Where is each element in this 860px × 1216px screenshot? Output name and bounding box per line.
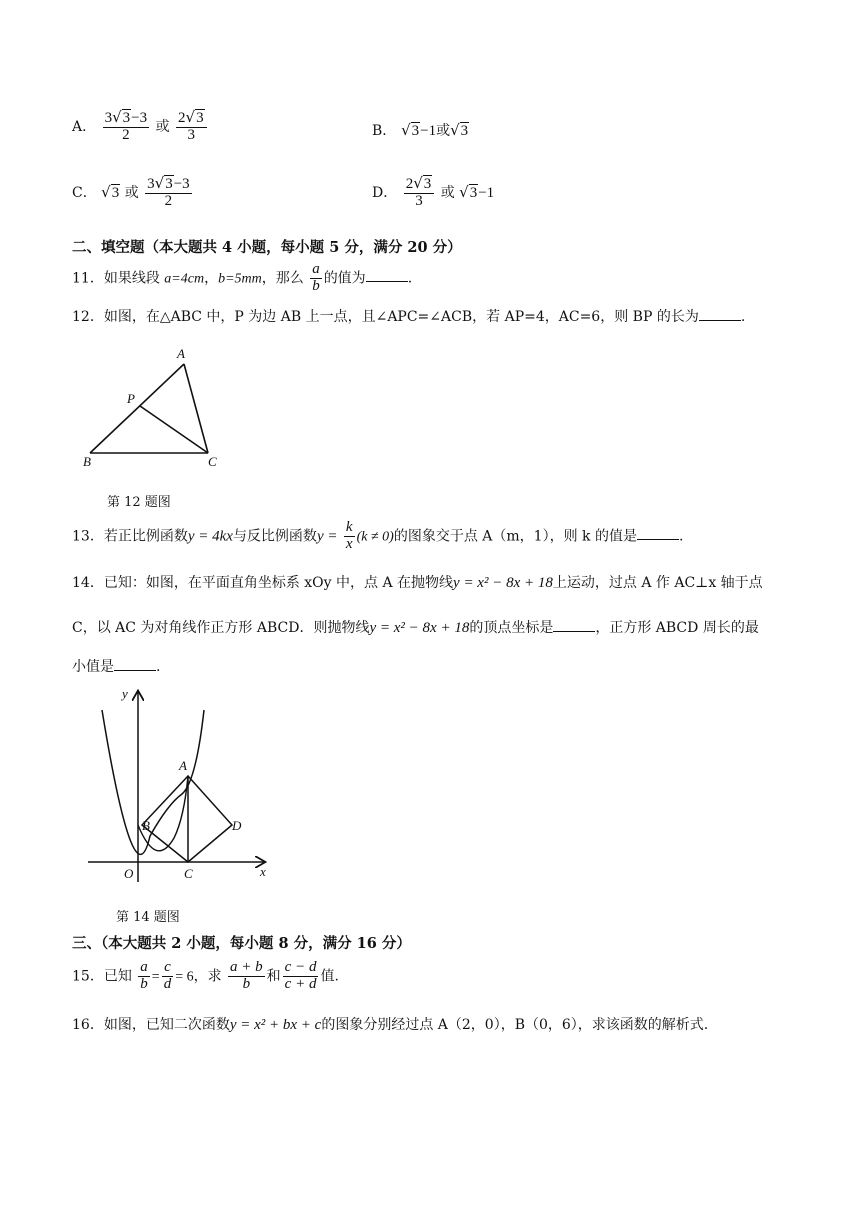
option-b: B． √3−1或√3: [372, 121, 469, 139]
label-y: y: [122, 686, 128, 701]
label-p: P: [127, 391, 135, 406]
section-3-heading: 三、（本大题共 2 小题，每小题 8 分，满分 16 分）: [72, 935, 411, 952]
option-a-fraction-2: $\frac{2√3}{3}$: [176, 110, 207, 144]
option-a: A． $\frac{3√3-3}{2}$ 或 $\frac{2√3}{3}$: [72, 110, 209, 144]
option-c-fraction: $\frac{3√3-3}{2}$: [147, 174, 190, 209]
option-letter: A．: [72, 118, 97, 135]
section-2-heading: 二、填空题（本大题共 4 小题，每小题 5 分，满分 20 分）: [72, 239, 462, 256]
option-d-fraction: $\frac{2√3}{3}$: [404, 176, 435, 210]
figure-12-caption: 第 12 题图: [107, 495, 171, 510]
label-d: D: [232, 818, 242, 833]
label-c: C: [184, 866, 193, 881]
option-a-fraction-1: $\frac{3√3-3}{2}$: [104, 108, 148, 143]
question-12: 12．如图，在△ABC 中，P 为边 AB 上一点，且∠APC=∠ACB，若 AP=4，AC=6，则 BP 的长为 .: [72, 309, 746, 325]
question-15: 15．已知 $\frac{a}{b}$ = $\frac{c}{d}$ = 6，求 $\frac{a + b}{b}$ 和 $\frac{c - d}{c + d}$ 值.: [72, 959, 339, 992]
question-14-line-3: 小值是 .: [72, 659, 161, 675]
question-11: 11．如果线段 a=4cm，b=5mm，那么 $\frac{a}{b}$ 的值为 .: [72, 261, 413, 294]
label-x: x: [260, 864, 266, 879]
option-c: C． √3 或 $\frac{3√3-3}{2}$: [72, 174, 190, 209]
label-b: B: [142, 818, 150, 833]
answer-blank[interactable]: [637, 527, 679, 540]
label-a: A: [177, 346, 185, 361]
question-14-line-1: 14．已知：如图，在平面直角坐标系 xOy 中，点 A 在抛物线y = x² − 8x + 18上运动，过点 A 作 AC⊥x 轴于点: [72, 575, 763, 591]
figure-14-caption: 第 14 题图: [116, 910, 180, 925]
answer-blank[interactable]: [366, 269, 408, 282]
segment-ab: [90, 364, 184, 453]
question-13: 13．若正比例函数y = 4kx与反比例函数y = $\frac{k}{x}$ (k ≠ 0)的图象交于点 A（m，1），则 k 的值是 .: [72, 519, 684, 552]
figure-14-parabola: [84, 686, 274, 886]
option-d: D． $\frac{2√3}{3}$ 或 √3−1: [372, 174, 495, 209]
figure-12-triangle: [76, 340, 236, 475]
label-b: B: [83, 454, 91, 469]
answer-blank[interactable]: [114, 658, 156, 671]
label-o: O: [124, 866, 134, 881]
parabola-arc: [138, 776, 188, 851]
question-14-line-2: C，以 AC 为对角线作正方形 ABCD．则抛物线y = x² − 8x + 18的顶点坐标是 ，正方形 ABCD 周长的最: [72, 620, 759, 636]
label-c: C: [208, 454, 217, 469]
answer-blank[interactable]: [699, 308, 741, 321]
question-16: 16．如图，已知二次函数y = x² + bx + c的图象分别经过点 A（2，0），B（0，6），求该函数的解析式.: [72, 1017, 709, 1033]
answer-blank[interactable]: [553, 619, 595, 632]
label-a: A: [179, 758, 187, 773]
